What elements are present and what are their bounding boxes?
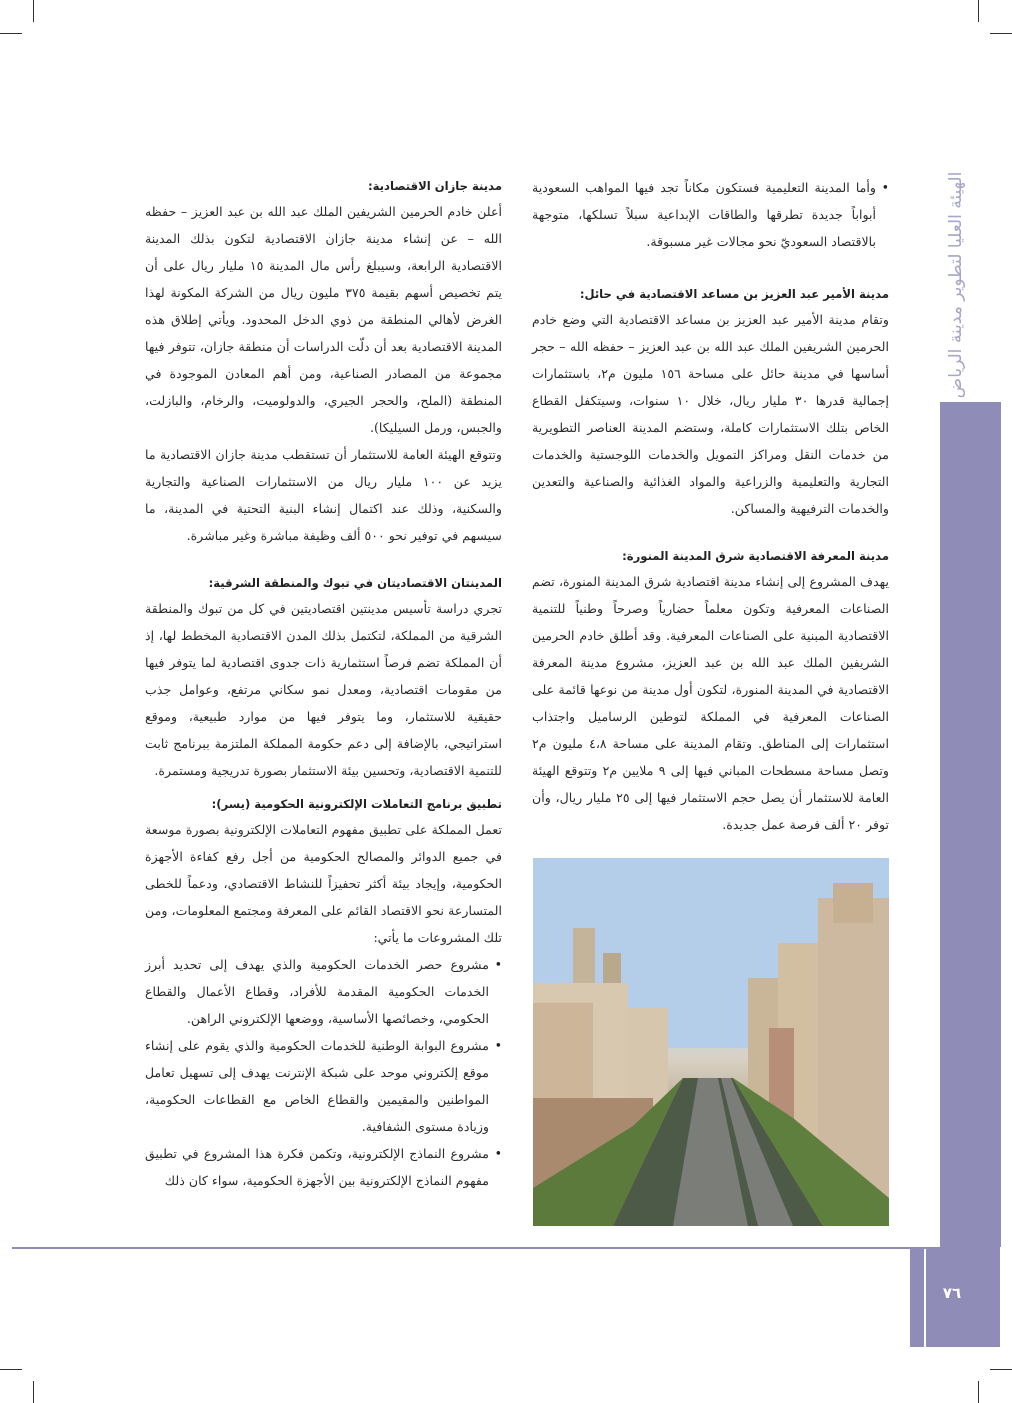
section-heading-jazan: مدينة جازان الاقتصادية: [368, 179, 502, 193]
list-item: • مشروع البوابة الوطنية للخدمات الحكومية والذي يقوم على إنشاء موقع إلكتروني موحد على شبكة الإنترنت يهدف إلى تسهيل تعامل المواطنين والمقيمين والقطاع الخاص مع القطاعات الحكومية، وزيادة مستوى الشفافية. [145, 1032, 489, 1140]
list-item: • مشروع حصر الخدمات الحكومية والذي يهدف إلى تحديد أبرز الخدمات الحكومية المقدمة للأفراد، وقطاع الأعمال والقطاع الحكومي، وخصائصها الأساسية، ووضعها الإلكتروني الراهن. [145, 951, 489, 1032]
list-item: • مشروع النماذج الإلكترونية، وتكمن فكرة هذا المشروع في تطبيق مفهوم النماذج الإلكترونية بين الأجهزة الحكومية، سواء كان ذلك [145, 1140, 489, 1194]
footer-rule [12, 1247, 1000, 1249]
crop-mark [990, 1369, 1012, 1370]
page-number: ٧٦ [942, 1284, 962, 1302]
intro-bullet-list [532, 174, 889, 255]
crop-mark [990, 33, 1012, 34]
crop-mark [33, 1381, 34, 1403]
list-item: • وأما المدينة التعليمية فستكون مكاناً تجد فيها المواهب السعودية أبواباً جديدة تطرقها والطاقات الإبداعية سبلاً تسلكها، متوجهة بالاقتصاد السعوديّ نحو مجالات غير مسبوقة. [532, 174, 876, 255]
city-illustration [533, 858, 889, 1226]
footer-accent-bar [910, 1247, 924, 1347]
crop-mark [0, 33, 22, 34]
crop-mark [0, 1369, 22, 1370]
paragraph-madinah: يهدف المشروع إلى إنشاء مدينة اقتصادية شرق المدينة المنورة، تضم الصناعات المعرفية وتكون معلماً حضارياً وصرحاً وطنياً للتنمية الاقتصادية المبنية على الصناعات المعرفية. وقد أطلق خادم الحرمين الشريفين الملك عبد الله بن عبد العزيز، مشروع مدينة المعرفة الاقتصادية في المدينة المنورة، لتكون أول مدينة من نوعها قائمة على الصناعات المعرفية في المملكة لتوطين الرساميل واجتذاب استثمارات إلى المناطق. وتقام المدينة على مساحة ٤،٨ مليون م٢ وتصل مساحة مسطحات المباني فيها إلى ٩ ملايين م٢ وتتوقع الهيئة العامة للاستثمار أن يصل حجم الاستثمار فيها إلى ٢٥ مليار ريال، وأن توفر ٢٠ ألف فرصة عمل جديدة. [532, 574, 889, 832]
crop-mark [33, 0, 34, 22]
vertical-title [941, 170, 971, 400]
paragraph-hail: وتقام مدينة الأمير عبد العزيز بن مساعد الاقتصادية التي وضع خادم الحرمين الشريفين الملك عبد الله بن عبد العزيز – حفظه الله – حجر أساسها في مدينة حائل على مساحة ١٥٦ مليون م٢، باستثمارات إجمالية قدرها ٣٠ مليار ريال، خلال ١٠ سنوات، وسيتكفل القطاع الخاص بتلك الاستثمارات كاملة، وستضم المدينة العناصر التطويرية من خدمات النقل ومراكز التمويل والخدمات اللوجستية والخدمات التجارية والتعليمية والزراعية والمواد الغذائية والصناعية والتعدين والخدمات الترفيهية والمساكن. [532, 312, 889, 516]
yesser-bullet-list [145, 951, 502, 1194]
sidebar-accent-strip [940, 402, 1001, 1247]
section-heading-tabuk: المدينتان الاقتصاديتان في تبوك والمنطقة الشرقية: [208, 576, 502, 590]
section-heading-madinah: مدينة المعرفة الاقتصادية شرق المدينة المنورة: [622, 549, 889, 563]
right-column [532, 174, 889, 838]
city-rendering-image [533, 858, 889, 1226]
footer-band [12, 1247, 1000, 1347]
paragraph-jazan-2: وتتوقع الهيئة العامة للاستثمار أن تستقطب مدينة جازان الاقتصادية ما يزيد عن ١٠٠ مليار ريال من الاستثمارات الصناعية والتجارية والسكنية، وذلك عند اكتمال إنشاء البنية التحتية في المدينة، ما سيسهم في توفير نحو ٥٠٠ ألف وظيفة مباشرة وغير مباشرة. [145, 447, 502, 543]
paragraph-yesser: تعمل المملكة على تطبيق مفهوم التعاملات الإلكترونية بصورة موسعة في جميع الدوائر والمصالح الحكومية من أجل رفع كفاءة الأجهزة الحكومية، وإيجاد بيئة أكثر تحفيزاً للنشاط الاقتصادي، ودعماً للخطى المتسارعة نحو الاقتصاد القائم على المعرفة ومجتمع المعلومات، ومن تلك المشروعات ما يأتي: [145, 822, 502, 945]
section-heading-hail: مدينة الأمير عبد العزيز بن مساعد الاقتصادية في حائل: [579, 287, 889, 301]
crop-mark [978, 0, 979, 22]
section-heading-yesser: تطبيق برنامج التعاملات الإلكترونية الحكومية (يسر): [211, 797, 502, 811]
vertical-title-text: الهيئة العليا لتطوير مدينة الرياض [946, 171, 966, 399]
paragraph-jazan-1: أعلن خادم الحرمين الشريفين الملك عبد الله بن عبد العزيز – حفظه الله – عن إنشاء مدينة جازان الاقتصادية لتكون بذلك المدينة الاقتصادية الرابعة، وسيبلغ رأس مال المدينة ١٥ مليار ريال على أن يتم تخصيص أسهم بقيمة ٣٧٥ مليون ريال من الشركة المكونة لهذا الغرض لأهالي المنطقة من ذوي الدخل المحدود. ويأتي إطلاق هذه المدينة الاقتصادية بعد أن دلّت الدراسات أن منطقة جازان، تتوفر فيها مجموعة من المصادر الصناعية، ومن أهم المعادن الموجودة في المنطقة (الملح، والحجر الجيري، والدولوميت، والرخام، والبازلت، والجبس، ورمل السيليكا). [145, 204, 502, 435]
paragraph-tabuk: تجري دراسة تأسيس مدينتين اقتصاديتين في كل من تبوك والمنطقة الشرقية من المملكة، لتكتمل بذلك المدن الاقتصادية المخطط لها، إذ أن المملكة تضم فرصاً استثمارية ذات جدوى اقتصادية لما يتوفر فيها من مقومات اقتصادية، ومعدل نمو سكاني مرتفع، وعوامل جذب حقيقية للاستثمار، وما يتوفر فيها من موارد طبيعية، وموقع استراتيجي، بالإضافة إلى دعم حكومة المملكة الملتزمة ببرنامج ثابت للتنمية الاقتصادية، وتحسين بيئة الاستثمار بصورة تدريجية ومستمرة. [145, 601, 502, 778]
crop-mark [978, 1381, 979, 1403]
left-column [145, 174, 502, 1194]
